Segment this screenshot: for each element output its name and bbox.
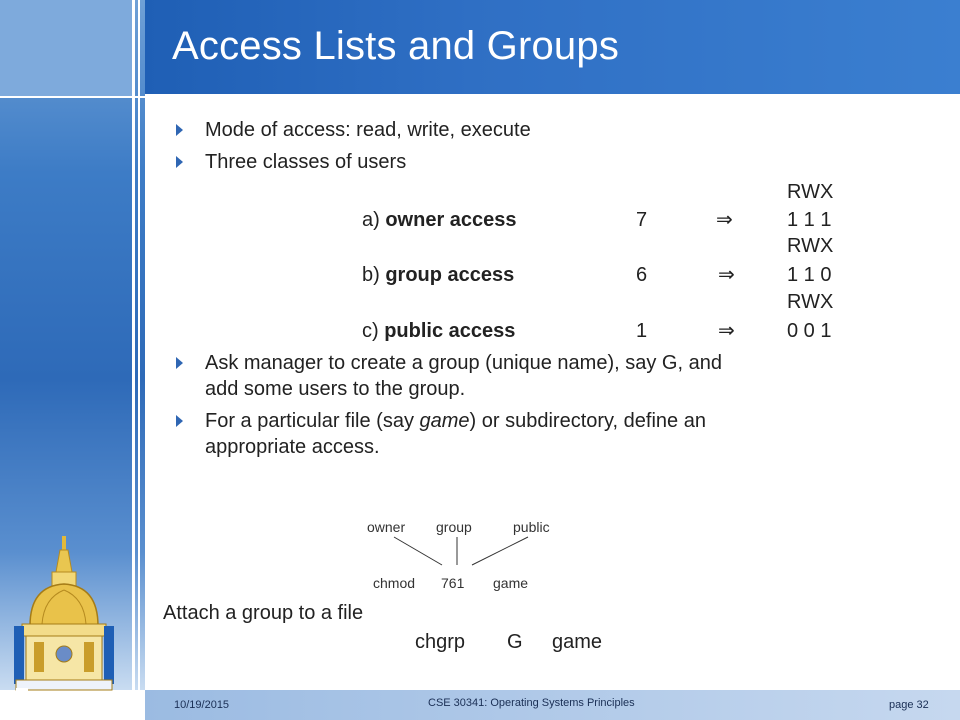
bullet-arrow-icon [176, 156, 183, 168]
permission-label: a) owner access [362, 209, 517, 231]
attach-group-label: Attach a group to a file [163, 602, 364, 624]
title-bar-edge [145, 94, 960, 97]
diagram-connector-lines [380, 535, 550, 571]
implies-arrow-icon: ⇒ [716, 209, 733, 231]
chgrp-command: chgrp [415, 631, 466, 653]
bullet-arrow-icon [176, 124, 183, 136]
left-decor-block [0, 0, 132, 96]
left-decor-divider [0, 96, 145, 98]
title-bar [145, 0, 960, 96]
footer-bar [145, 690, 960, 720]
diagram-command: chmod [373, 575, 416, 591]
permission-bits: 0 0 1 [787, 320, 832, 342]
bullet-arrow-icon [176, 415, 183, 427]
chgrp-group: G [507, 631, 523, 653]
permission-octal: 6 [636, 264, 648, 286]
golden-dome-illustration [8, 528, 120, 704]
bullet-text: For a particular file (say game) or subdirectory, define an appropriate access. [205, 410, 706, 458]
implies-arrow-icon: ⇒ [718, 264, 735, 286]
diagram-mode: 761 [441, 575, 465, 591]
diagram-label-owner: owner [367, 519, 406, 535]
permission-bits: 1 1 0 [787, 264, 832, 286]
chgrp-file: game [552, 631, 603, 653]
rwx-header: RWX [787, 235, 834, 257]
slide-title: Access Lists and Groups [172, 24, 620, 68]
footer-course: CSE 30341: Operating Systems Principles [428, 697, 635, 709]
bullet-text: Three classes of users [205, 151, 407, 173]
diagram-label-public: public [513, 519, 550, 535]
permission-label: c) public access [362, 320, 516, 342]
footer-date: 10/19/2015 [174, 699, 230, 711]
diagram-label-group: group [436, 519, 472, 535]
permission-bits: 1 1 1 [787, 209, 832, 231]
diagram-file: game [493, 575, 529, 591]
rwx-header: RWX [787, 291, 834, 313]
bullet-text: Ask manager to create a group (unique name), say G, and add some users to the group. [205, 352, 722, 400]
rwx-header: RWX [787, 181, 834, 203]
left-decor-stripe [138, 0, 140, 690]
left-decor-stripe [132, 0, 135, 690]
implies-arrow-icon: ⇒ [718, 320, 735, 342]
footer-page-number: page 32 [889, 699, 929, 711]
permission-label: b) group access [362, 264, 515, 286]
permission-octal: 1 [636, 320, 648, 342]
bullet-text: Mode of access: read, write, execute [205, 119, 531, 141]
bullet-arrow-icon [176, 357, 183, 369]
permission-octal: 7 [636, 209, 648, 231]
